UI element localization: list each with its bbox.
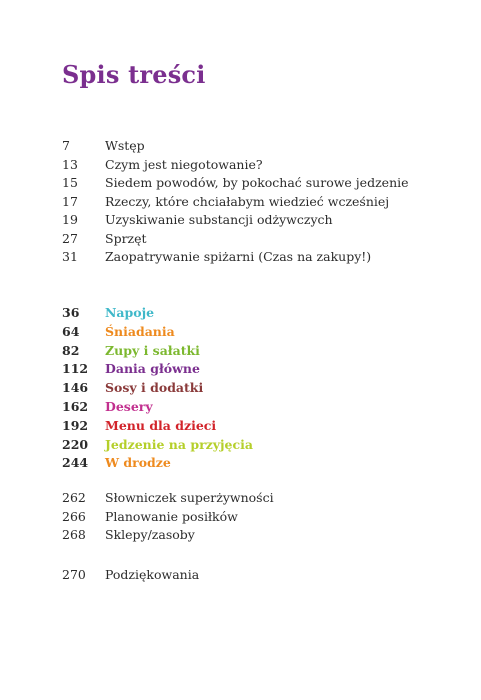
page-number: 244	[62, 455, 89, 471]
entry-title: Planowanie posiłków	[105, 508, 238, 524]
chapter-entry	[62, 417, 462, 436]
toc-appendix-section	[62, 489, 462, 545]
toc-entry	[62, 174, 462, 193]
toc-entry	[62, 137, 462, 156]
page-number: 112	[62, 361, 89, 377]
chapter-entry	[62, 342, 462, 361]
page-number: 266	[62, 508, 86, 524]
entry-title: Wstęp	[105, 138, 145, 153]
page-number: 268	[62, 527, 86, 542]
chapter-title: Sosy i dodatki	[105, 380, 204, 396]
entry-title: Sklepy/zasoby	[105, 527, 195, 542]
entry-title: Słowniczek superżywności	[105, 490, 274, 505]
page-number: 31	[62, 249, 78, 264]
entry-title: Rzeczy, które chciałabym wiedzieć wcześniej	[105, 193, 390, 209]
page-number: 13	[62, 156, 78, 172]
toc-entry	[62, 526, 462, 545]
entry-title: Sprzęt	[105, 230, 147, 246]
toc-entry	[62, 248, 462, 267]
entry-title: Podziękowania	[105, 567, 200, 582]
page-title: Spis treści	[62, 60, 206, 89]
toc-closing-section	[62, 566, 462, 585]
chapter-title: Jedzenie na przyjęcia	[105, 436, 253, 452]
page-number: 162	[62, 398, 89, 414]
chapter-entry	[62, 379, 462, 398]
chapter-entry	[62, 436, 462, 455]
chapter-entry	[62, 323, 462, 342]
chapter-title: Menu dla dzieci	[105, 417, 217, 433]
page-number: 64	[62, 323, 80, 339]
toc-entry	[62, 489, 462, 508]
toc-entry	[62, 230, 462, 249]
chapter-title: Desery	[105, 398, 153, 414]
chapter-entry	[62, 304, 462, 323]
chapter-entry	[62, 454, 462, 473]
chapter-entry	[62, 398, 462, 417]
page-number: 82	[62, 342, 80, 358]
page-number: 270	[62, 567, 86, 582]
chapter-title: Dania główne	[105, 361, 200, 377]
page-number: 7	[62, 138, 70, 153]
toc-entry	[62, 508, 462, 527]
page-number: 27	[62, 230, 78, 246]
page-number: 19	[62, 212, 78, 227]
chapter-entry	[62, 360, 462, 379]
chapter-title: Zupy i sałatki	[105, 342, 200, 358]
page-number: 146	[62, 380, 89, 396]
toc-chapters-section	[62, 304, 462, 473]
toc-entry	[62, 156, 462, 175]
chapter-title: W drodze	[105, 455, 171, 471]
chapter-title: Napoje	[105, 305, 155, 320]
entry-title: Uzyskiwanie substancji odżywczych	[105, 212, 333, 227]
page-number: 192	[62, 417, 89, 433]
toc-intro-section	[62, 137, 462, 267]
page-number: 17	[62, 193, 78, 209]
chapter-title: Śniadania	[105, 323, 175, 339]
entry-title: Siedem powodów, by pokochać surowe jedzenie	[105, 175, 409, 190]
toc-entry	[62, 566, 462, 585]
entry-title: Zaopatrywanie spiżarni (Czas na zakupy!)	[105, 249, 372, 264]
page-number: 262	[62, 490, 86, 505]
page-number: 220	[62, 436, 89, 452]
page-number: 36	[62, 305, 80, 320]
page-number: 15	[62, 175, 78, 190]
toc-entry	[62, 211, 462, 230]
entry-title: Czym jest niegotowanie?	[105, 156, 263, 172]
toc-entry	[62, 193, 462, 212]
